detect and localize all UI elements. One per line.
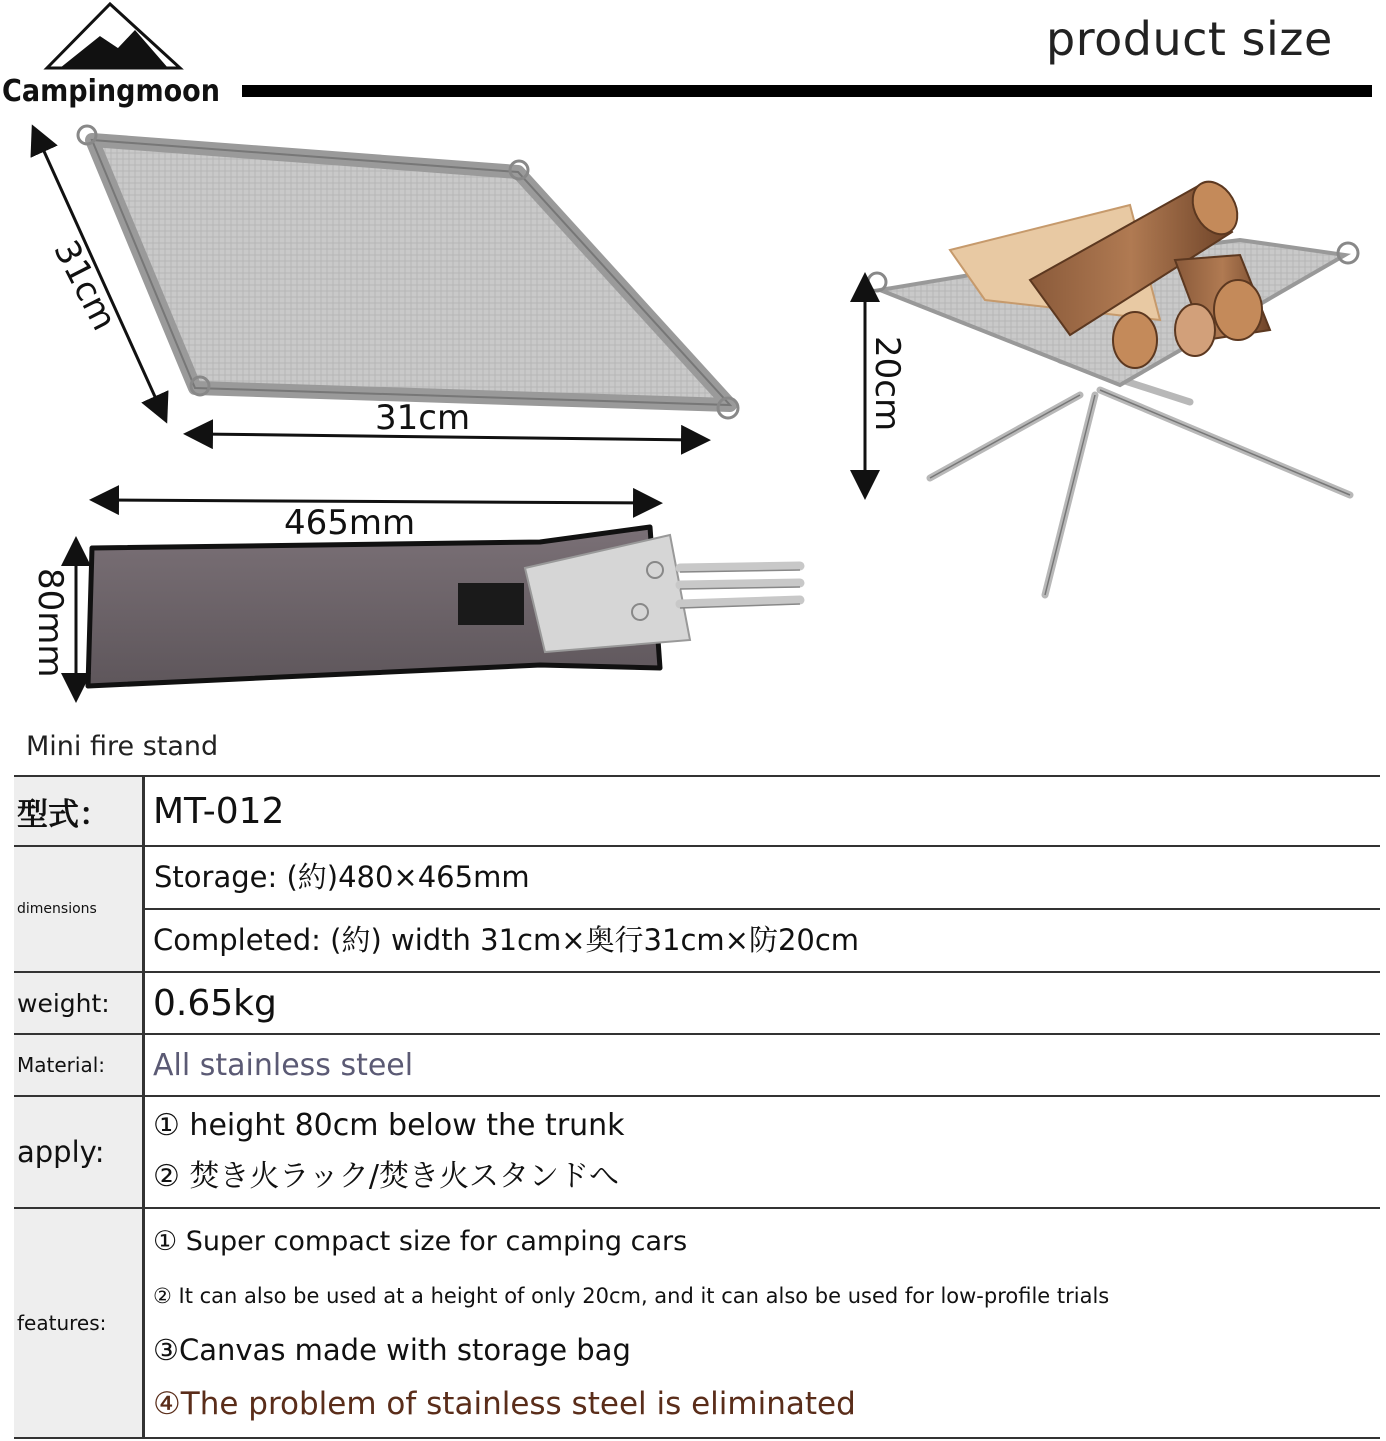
feature-item: ③Canvas made with storage bag [153, 1333, 631, 1367]
mesh-bottom-label: 31cm [375, 398, 471, 438]
apply-label: apply: [14, 1096, 144, 1208]
height-label: 20cm [867, 336, 907, 432]
model-value: MT-012 [144, 776, 1381, 846]
feature-item: ② It can also be used at a height of only 20cm, and it can also be used for low-profile trials [153, 1284, 1110, 1308]
features-label: features: [14, 1208, 144, 1438]
table-row [14, 972, 1380, 1034]
feature-item: ④The problem of stainless steel is eliminated [153, 1386, 856, 1422]
product-illustrations [0, 0, 1386, 720]
mesh-side-label: 31cm [45, 234, 125, 337]
storage-dimension: Storage: (約)480×465mm [145, 847, 1380, 910]
mesh-sheet-illustration [78, 126, 738, 418]
page-title: product size [1046, 12, 1333, 66]
fire-stand-illustration [868, 174, 1358, 595]
material-label: Material: [14, 1034, 144, 1096]
spec-table [14, 775, 1380, 1439]
storage-bag-illustration [88, 527, 800, 686]
feature-item: ① Super compact size for camping cars [153, 1226, 688, 1257]
apply-item: ② 焚き火ラック/焚き火スタンドへ [153, 1159, 619, 1194]
brand-name: Campingmoon [2, 74, 220, 109]
bag-length-label: 465mm [284, 503, 416, 543]
product-name: Mini fire stand [26, 731, 219, 762]
table-row [14, 776, 1380, 846]
apply-item: ① height 80cm below the trunk [153, 1108, 625, 1143]
bag-width-label: 80mm [30, 568, 70, 678]
table-row [14, 846, 1380, 972]
model-label: 型式： [14, 776, 144, 846]
material-value: All stainless steel [144, 1034, 1381, 1096]
table-row [14, 1034, 1380, 1096]
table-row [14, 1096, 1380, 1208]
weight-value: 0.65kg [144, 972, 1381, 1034]
weight-label: weight: [14, 972, 144, 1034]
dimensions-label: dimensions [14, 846, 144, 972]
table-row [14, 1208, 1380, 1438]
completed-dimension: Completed: (約) width 31cm×奥行31cm×防20cm [153, 923, 860, 957]
